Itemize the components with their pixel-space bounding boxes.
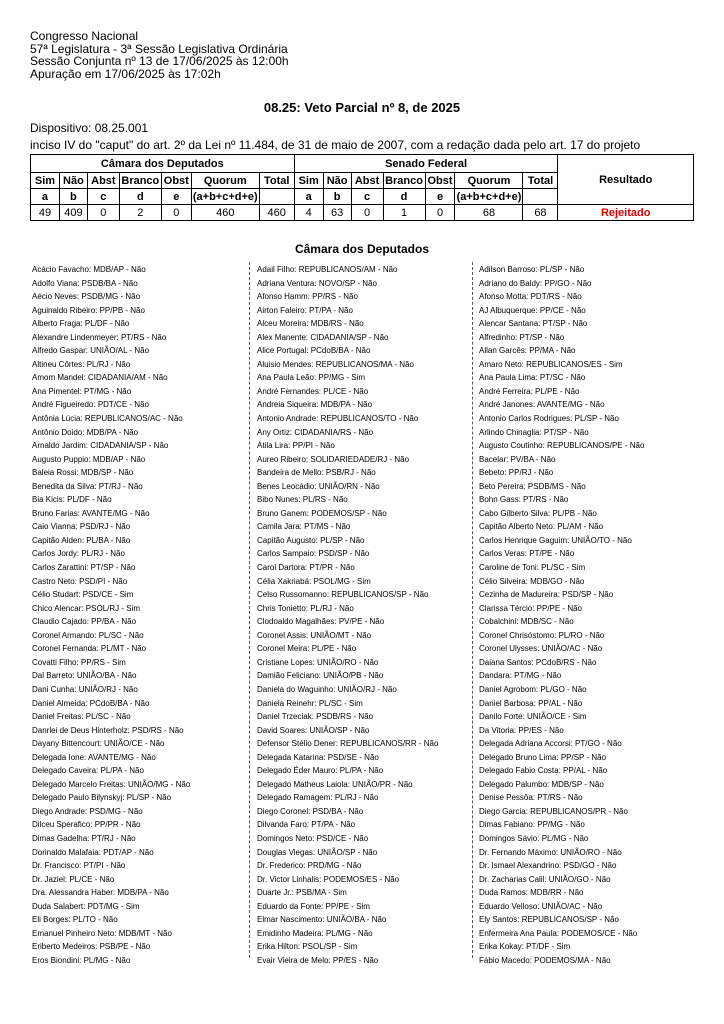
deputy-vote-item: Baleia Rossi: MDB/SP - Não — [32, 468, 134, 478]
deputy-vote-item: Amom Mandel: CIDADANIA/AM - Não — [32, 373, 168, 383]
deputy-vote-item: Delegado Paulo Bilynskyj: PL/SP - Não — [32, 793, 172, 803]
deputy-vote-item: Coronel Armando: PL/SC - Não — [32, 630, 144, 640]
deputy-vote-item: Alfredo Gaspar: UNIÃO/AL - Não — [32, 346, 150, 356]
camara-col-abst: Abst — [87, 173, 119, 189]
deputy-vote-item: Dra. Alessandra Haber: MDB/PA - Não — [32, 888, 169, 898]
deputy-vote-item: Da Vitoria: PP/ES - Não — [479, 725, 564, 735]
deputy-vote-item: Afonso Motta: PDT/RS - Não — [479, 292, 582, 302]
deputy-vote-item: Delegado Ramagem: PL/RJ - Não — [257, 793, 379, 803]
deputy-vote-item: André Fernandes: PL/CE - Não — [257, 386, 369, 396]
senado-letter-total — [523, 189, 558, 205]
deputy-vote-item: Bibo Nunes: PL/RS - Não — [257, 495, 348, 505]
deputy-vote-item: Erika Hilton: PSOL/SP - Sim — [257, 942, 358, 952]
deputy-vote-item: Dorinaldo Malafaia: PDT/AP - Não — [32, 847, 154, 857]
page-title: 08.25: Veto Parcial nº 8, de 2025 — [263, 100, 461, 115]
deputy-vote-item: André Ferreira: PL/PE - Não — [479, 386, 580, 396]
deputy-vote-item: Bruno Farias: AVANTE/MG - Não — [32, 508, 150, 518]
deputy-vote-item: Bandeira de Mello: PSB/RJ - Não — [257, 468, 376, 478]
deputy-vote-item: Dr. Francisco: PT/PI - Não — [32, 861, 126, 871]
deputy-vote-item: Andreia Siqueira: MDB/PA - Não — [257, 400, 373, 410]
deputy-vote-item: Átila Lira: PP/PI - Não — [257, 441, 335, 451]
deputy-vote-item: Dilceu Sperafico: PP/PR - Não — [32, 820, 141, 830]
deputy-vote-item: Emanuel Pinheiro Neto: MDB/MT - Não — [32, 928, 172, 938]
senado-value-abst: 0 — [351, 205, 383, 221]
deputy-vote-item: Eduardo Velloso: UNIÃO/AC - Não — [479, 901, 603, 911]
deputy-vote-item: Carlos Jordy: PL/RJ - Não — [32, 549, 125, 559]
deputy-vote-item: Acácio Favacho: MDB/AP - Não — [32, 265, 146, 274]
deputy-vote-item: Dr. Jaziel: PL/CE - Não — [32, 874, 115, 884]
deputy-vote-item: Duarte Jr.: PSB/MA - Sim — [257, 888, 347, 898]
deputy-vote-item: Clodoaldo Magalhães: PV/PE - Não — [257, 617, 385, 627]
senado-col-abst: Abst — [351, 173, 383, 189]
deputy-vote-item: Evair Vieira de Melo: PP/ES - Não — [257, 955, 379, 965]
deputy-vote-item: Chris Tonietto: PL/RJ - Não — [257, 603, 354, 613]
header-count-time: Apuração em 17/06/2025 às 17:02h — [30, 66, 221, 81]
deputy-vote-item: Antonio Carlos Rodrigues: PL/SP - Não — [479, 414, 619, 424]
deputy-vote-item: Domingos Neto: PSD/CE - Não — [257, 833, 369, 843]
deputy-vote-item: Delegado Palumbo: MDB/SP - Não — [479, 779, 604, 789]
deputy-vote-item: Danrlei de Deus Hinterholz: PSD/RS - Não — [32, 725, 184, 735]
camara-col-branco: Branco — [119, 173, 161, 189]
deputy-vote-item: Alceu Moreira: MDB/RS - Não — [257, 319, 364, 329]
deputy-vote-item: Ana Paula Lima: PT/SC - Não — [479, 373, 586, 383]
deputy-vote-item: Danilo Forte: UNIÃO/CE - Sim — [479, 712, 587, 722]
deputy-vote-item: Alencar Santana: PT/SP - Não — [479, 319, 588, 329]
camara-col-obst: Obst — [161, 173, 191, 189]
camara-value-obst: 0 — [161, 205, 191, 221]
deputy-vote-item: Dandara: PT/MG - Não — [479, 671, 562, 681]
deputy-vote-item: Covatti Filho: PP/RS - Sim — [32, 657, 126, 667]
deputy-vote-item: Delegado Éder Mauro: PL/PA - Não — [257, 766, 384, 776]
deputy-vote-item: Elmar Nascimento: UNIÃO/BA - Não — [257, 915, 387, 925]
deputy-vote-item: Daniel Freitas: PL/SC - Não — [32, 712, 131, 722]
deputy-vote-item: Allan Garcês: PP/MA - Não — [479, 346, 576, 356]
senado-col-obst: Obst — [425, 173, 455, 189]
deputy-vote-item: Ana Pimentel: PT/MG - Não — [32, 386, 132, 396]
camara-letter-b: b — [59, 189, 87, 205]
deputy-vote-item: Augusto Puppio: MDB/AP - Não — [32, 454, 146, 464]
dispositivo-description: inciso IV do "caput" do art. 2º da Lei nº 11.484, de 31 de maio de 2007, com a redação dada pelo art. 17 do projeto — [30, 138, 641, 152]
deputy-vote-item: Cobalchini: MDB/SC - Não — [479, 617, 574, 627]
resultado-header: Resultado — [558, 155, 694, 205]
deputy-vote-item: David Soares: UNIÃO/SP - Não — [257, 725, 370, 735]
document-header — [30, 30, 289, 80]
deputy-vote-item: Afonso Hamm: PP/RS - Não — [257, 292, 358, 302]
deputy-vote-item: Beto Pereira: PSDB/MS - Não — [479, 481, 586, 491]
camara-value-sim: 49 — [31, 205, 60, 221]
deputy-vote-item: Amaro Neto: REPUBLICANOS/ES - Sim — [479, 359, 623, 369]
deputy-vote-item: Erika Kokay: PT/DF - Sim — [479, 942, 571, 952]
deputy-vote-item: Camila Jara: PT/MS - Não — [257, 522, 351, 532]
camara-col-quorum: Quorum — [191, 173, 259, 189]
deputy-vote-item: Alfredinho: PT/SP - Não — [479, 332, 565, 342]
senado-value-sim: 4 — [294, 205, 323, 221]
senado-value-total: 68 — [523, 205, 558, 221]
deputy-vote-item: Carlos Veras: PT/PE - Não — [479, 549, 575, 559]
deputy-vote-item: Delegada Katarina: PSD/SE - Não — [257, 752, 379, 762]
deputy-vote-item: Bruno Ganem: PODEMOS/SP - Não — [257, 508, 387, 518]
deputy-vote-item: Cristiane Lopes: UNIÃO/RO - Não — [257, 657, 379, 667]
deputy-vote-item: Caio Vianna: PSD/RJ - Não — [32, 522, 131, 532]
camara-col-sim: Sim — [31, 173, 60, 189]
deputy-vote-item: Coronel Assis: UNIÃO/MT - Não — [257, 630, 372, 640]
deputy-vote-item: Bohn Gass: PT/RS - Não — [479, 495, 569, 505]
deputy-vote-item: Domingos Sávio: PL/MG - Não — [479, 833, 589, 843]
deputy-vote-item: Duda Ramos: MDB/RR - Não — [479, 888, 584, 898]
deputy-vote-item: Dr. Fernando Máximo: UNIÃO/RO - Não — [479, 847, 622, 857]
deputy-vote-item: Diego Andrade: PSD/MG - Não — [32, 806, 143, 816]
deputy-vote-item: Diego Garcia: REPUBLICANOS/PR - Não — [479, 806, 628, 816]
senado-col-branco: Branco — [383, 173, 425, 189]
deputy-vote-item: Cezinha de Madureira: PSD/SP - Não — [479, 590, 614, 600]
deputy-vote-item: Coronel Ulysses: UNIÃO/AC - Não — [479, 644, 603, 654]
senado-letter-e: e — [425, 189, 455, 205]
deputy-vote-item: Alex Manente: CIDADANIA/SP - Não — [257, 332, 389, 342]
deputy-vote-item: Caroline de Toni: PL/SC - Sim — [479, 563, 586, 573]
deputy-vote-item: Eduardo da Fonte: PP/PE - Sim — [257, 901, 370, 911]
camara-col-nao: Não — [59, 173, 87, 189]
senado-value-branco: 1 — [383, 205, 425, 221]
deputy-vote-item: Diego Coronel: PSD/BA - Não — [257, 806, 364, 816]
deputy-vote-item: Claudio Cajado: PP/BA - Não — [32, 617, 137, 627]
deputy-vote-item: Augusto Coutinho: REPUBLICANOS/PE - Não — [479, 441, 645, 451]
dispositivo-label: Dispositivo: 08.25.001 — [30, 121, 149, 135]
camara-value-branco: 2 — [119, 205, 161, 221]
senado-value-quorum: 68 — [455, 205, 523, 221]
header-session: Sessão Conjunta nº 13 de 17/06/2025 às 12:00h — [30, 54, 289, 68]
deputy-vote-item: Bebeto: PP/RJ - Não — [479, 468, 554, 478]
deputy-vote-item: Célia Xakriabá: PSOL/MG - Sim — [257, 576, 371, 586]
camara-letter-a: a — [31, 189, 60, 205]
deputy-vote-item: Cabo Gilberto Silva: PL/PB - Não — [479, 508, 597, 518]
senado-value-obst: 0 — [425, 205, 455, 221]
deputy-vote-item: Arnaldo Jardim: CIDADANIA/SP - Não — [32, 441, 169, 451]
senado-header: Senado Federal — [294, 155, 558, 173]
deputy-vote-item: Eriberto Medeiros: PSB/PE - Não — [32, 942, 151, 952]
deputy-vote-item: Any Ortiz: CIDADANIA/RS - Não — [257, 427, 374, 437]
deputy-vote-item: Delegada Adriana Accorsi: PT/GO - Não — [479, 739, 622, 749]
deputy-vote-item: Celso Russomanno: REPUBLICANOS/SP - Não — [257, 590, 429, 600]
camara-value-nao: 409 — [59, 205, 87, 221]
deputy-vote-item: Airton Faleiro: PT/PA - Não — [257, 305, 353, 315]
deputy-vote-item: Benedita da Silva: PT/RJ - Não — [32, 481, 143, 491]
deputy-vote-item: Delegado Matheus Laiola: UNIÃO/PR - Não — [257, 779, 413, 789]
senado-letter-quorum: (a+b+c+d+e) — [456, 190, 522, 203]
deputy-vote-item: Alice Portugal: PCdoB/BA - Não — [257, 346, 371, 356]
deputy-vote-item: André Figueiredo: PDT/CE - Não — [32, 400, 149, 410]
deputies-column-3 — [479, 263, 699, 967]
camara-col-total: Total — [259, 173, 294, 189]
deputy-vote-item: Daiana Santos: PCdoB/RS - Não — [479, 657, 597, 667]
deputy-vote-item: Delegado Caveira: PL/PA - Não — [32, 766, 144, 776]
senado-letter-b: b — [323, 189, 351, 205]
deputy-vote-item: AJ Albuquerque: PP/CE - Não — [479, 305, 586, 315]
deputy-vote-item: Dilvanda Faro: PT/PA - Não — [257, 820, 356, 830]
deputy-vote-item: Aguinaldo Ribeiro: PP/PB - Não — [32, 305, 145, 315]
camara-letter-e: e — [161, 189, 191, 205]
deputy-vote-item: Dr. Frederico: PRD/MG - Não — [257, 861, 362, 871]
deputy-vote-item: Aluisio Mendes: REPUBLICANOS/MA - Não — [257, 359, 414, 369]
camara-letter-total — [259, 189, 294, 205]
deputy-vote-item: Bacelar: PV/BA - Não — [479, 454, 556, 464]
deputy-vote-item: Chico Alencar: PSOL/RJ - Sim — [32, 603, 141, 613]
deputy-vote-item: Defensor Stélio Dener: REPUBLICANOS/RR - Não — [257, 739, 439, 749]
deputy-vote-item: Dal Barreto: UNIÃO/BA - Não — [32, 671, 137, 681]
senado-value-nao: 63 — [323, 205, 351, 221]
deputy-vote-item: Fábio Macedo: PODEMOS/MA - Não — [479, 955, 611, 965]
deputies-column-2 — [257, 263, 471, 967]
deputy-vote-item: Capitão Alberto Neto: PL/AM - Não — [479, 522, 604, 532]
deputy-vote-item: Coronel Chrisóstomo: PL/RO - Não — [479, 630, 605, 640]
deputy-vote-item: Capitão Augusto: PL/SP - Não — [257, 535, 365, 545]
senado-col-nao: Não — [323, 173, 351, 189]
header-legislature: 57ª Legislatura - 3ª Sessão Legislativa Ordinária — [30, 41, 288, 56]
deputy-vote-item: Delegado Fabio Costa: PP/AL - Não — [479, 766, 608, 776]
deputy-vote-item: Delegada Ione: AVANTE/MG - Não — [32, 752, 156, 762]
deputy-vote-item: Adail Filho: REPUBLICANOS/AM - Não — [257, 265, 398, 274]
deputy-vote-item: Daniel Agrobom: PL/GO - Não — [479, 684, 587, 694]
resultado-value: Rejeitado — [558, 205, 694, 221]
deputy-vote-item: Delegado Bruno Lima: PP/SP - Não — [479, 752, 607, 762]
deputy-vote-item: Coronel Meira: PL/PE - Não — [257, 644, 357, 654]
senado-letter-c: c — [351, 189, 383, 205]
deputy-vote-item: Dimas Gadelha: PT/RJ - Não — [32, 833, 136, 843]
deputy-vote-item: Dayany Bittencourt: UNIÃO/CE - Não — [32, 739, 165, 749]
deputy-vote-item: Enfermeira Ana Paula: PODEMOS/CE - Não — [479, 928, 638, 938]
deputy-vote-item: Aureo Ribeiro: SOLIDARIEDADE/RJ - Não — [257, 454, 410, 464]
deputy-vote-item: Adilson Barroso: PL/SP - Não — [479, 265, 585, 274]
column-divider — [472, 262, 473, 958]
header-institution: Congresso Nacional — [30, 29, 139, 43]
deputy-vote-item: Castro Neto: PSD/PI - Não — [32, 576, 128, 586]
deputy-vote-item: Daniel Barbosa: PP/AL - Não — [479, 698, 583, 708]
deputy-vote-item: Daniel Trzeciak: PSDB/RS - Não — [257, 712, 374, 722]
camara-letter-quorum: (a+b+c+d+e) — [192, 190, 258, 203]
deputy-vote-item: Damião Feliciano: UNIÃO/PB - Não — [257, 671, 384, 681]
deputy-vote-item: Aécio Neves: PSDB/MG - Não — [32, 292, 141, 302]
deputy-vote-item: Arlindo Chinaglia: PT/SP - Não — [479, 427, 589, 437]
column-divider — [249, 262, 250, 958]
deputy-vote-item: Eli Borges: PL/TO - Não — [32, 915, 118, 925]
deputy-vote-item: Antônio Doido: MDB/PA - Não — [32, 427, 139, 437]
section-title: Câmara dos Deputados — [294, 242, 430, 256]
deputy-vote-item: Ana Paula Leão: PP/MG - Sim — [257, 373, 366, 383]
camara-letter-d: d — [119, 189, 161, 205]
deputy-vote-item: Carlos Sampaio: PSD/SP - Não — [257, 549, 370, 559]
deputy-vote-item: Carol Dartora: PT/PR - Não — [257, 563, 355, 573]
deputy-vote-item: Altineu Côrtes: PL/RJ - Não — [32, 359, 131, 369]
deputy-vote-item: Dani Cunha: UNIÃO/RJ - Não — [32, 684, 138, 694]
deputy-vote-item: Capitão Alden: PL/BA - Não — [32, 535, 131, 545]
deputy-vote-item: Dr. Ismael Alexandrino: PSD/GO - Não — [479, 861, 617, 871]
deputy-vote-item: Daniela Reinehr: PL/SC - Sim — [257, 698, 363, 708]
table-values-row — [31, 205, 694, 221]
deputy-vote-item: Adolfo Viana: PSDB/BA - Não — [32, 278, 138, 288]
deputy-vote-item: Dr. Victor Linhalis: PODEMOS/ES - Não — [257, 874, 400, 884]
deputy-vote-item: Bia Kicis: PL/DF - Não — [32, 495, 112, 505]
deputy-vote-item: Eros Biondini: PL/MG - Não — [32, 955, 131, 965]
deputy-vote-item: Carlos Zarattini: PT/SP - Não — [32, 563, 136, 573]
deputy-vote-item: Emidinho Madeira: PL/MG - Não — [257, 928, 373, 938]
deputy-vote-item: Alexandre Lindenmeyer: PT/RS - Não — [32, 332, 167, 342]
camara-header: Câmara dos Deputados — [31, 155, 295, 173]
deputy-vote-item: Célio Studart: PSD/CE - Sim — [32, 590, 134, 600]
deputy-vote-item: Adriano do Baldy: PP/GO - Não — [479, 278, 592, 288]
deputy-vote-item: Delegado Marcelo Freitas: UNIÃO/MG - Não — [32, 779, 191, 789]
vote-summary-table — [30, 154, 694, 221]
camara-value-total: 460 — [259, 205, 294, 221]
deputies-column-1 — [32, 263, 246, 967]
deputy-vote-item: Célio Silveira: MDB/GO - Não — [479, 576, 585, 586]
deputy-vote-item: Daniel Almeida: PCdoB/BA - Não — [32, 698, 150, 708]
senado-letter-d: d — [383, 189, 425, 205]
deputy-vote-item: Daniela do Waguinho: UNIÃO/RJ - Não — [257, 684, 397, 694]
camara-letter-c: c — [87, 189, 119, 205]
senado-letter-a: a — [294, 189, 323, 205]
deputy-vote-item: Carlos Henrique Gaguim: UNIÃO/TO - Não — [479, 535, 632, 545]
deputy-vote-item: Dr. Zacharias Calil: UNIÃO/GO - Não — [479, 874, 611, 884]
senado-col-quorum: Quorum — [455, 173, 523, 189]
deputy-vote-item: Ely Santos: REPUBLICANOS/SP - Não — [479, 915, 619, 925]
camara-value-quorum: 460 — [191, 205, 259, 221]
deputy-vote-item: Adriana Ventura: NOVO/SP - Não — [257, 278, 377, 288]
deputy-vote-item: Benes Leocádio: UNIÃO/RN - Não — [257, 481, 380, 491]
deputy-vote-item: Douglas Viegas: UNIÃO/SP - Não — [257, 847, 378, 857]
table-house-row — [31, 155, 694, 173]
deputy-vote-item: André Janones: AVANTE/MG - Não — [479, 400, 605, 410]
deputy-vote-item: Antônia Lúcia: REPUBLICANOS/AC - Não — [32, 414, 183, 424]
deputy-vote-item: Dimas Fabiano: PP/MG - Não — [479, 820, 585, 830]
deputy-vote-item: Alberto Fraga: PL/DF - Não — [32, 319, 130, 329]
deputy-vote-item: Duda Salabert: PDT/MG - Sim — [32, 901, 140, 911]
deputy-vote-item: Denise Pessôa: PT/RS - Não — [479, 793, 583, 803]
deputy-vote-item: Clarissa Tércio: PP/PE - Não — [479, 603, 582, 613]
camara-value-abst: 0 — [87, 205, 119, 221]
deputy-vote-item: Coronel Fernanda: PL/MT - Não — [32, 644, 147, 654]
senado-col-sim: Sim — [294, 173, 323, 189]
senado-col-total: Total — [523, 173, 558, 189]
deputy-vote-item: Antonio Andrade: REPUBLICANOS/TO - Não — [257, 414, 419, 424]
